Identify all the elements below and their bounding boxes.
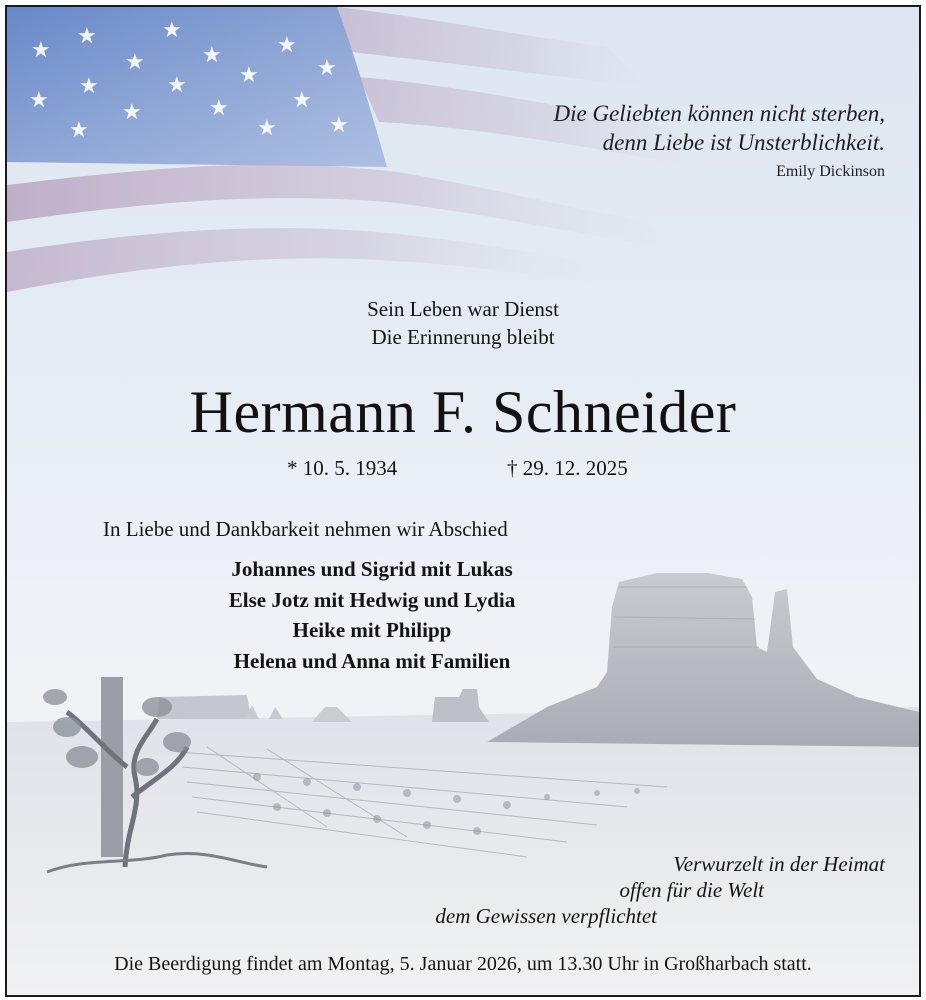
funeral-notice: Die Beerdigung findet am Montag, 5. Januar 2026, um 13.30 Uhr in Großharbach statt.	[114, 953, 812, 975]
star-icon: ★	[29, 87, 49, 112]
star-icon: ★	[329, 112, 349, 137]
mourner-line: Else Jotz mit Hedwig und Lydia	[228, 587, 516, 612]
star-icon: ★	[209, 95, 229, 120]
star-icon: ★	[167, 72, 187, 97]
star-icon: ★	[202, 42, 222, 67]
star-icon: ★	[31, 37, 51, 62]
epigraph-quote	[554, 99, 885, 183]
star-icon: ★	[69, 117, 89, 142]
verse-line-3: dem Gewissen verpflichtet	[435, 904, 657, 928]
motto	[7, 295, 919, 351]
deceased-name: Hermann F. Schneider	[189, 379, 737, 445]
verse-line-1: Verwurzelt in der Heimat	[673, 852, 885, 876]
mourners-list	[167, 554, 577, 676]
star-icon: ★	[257, 115, 277, 140]
motto-line-1: Sein Leben war Dienst	[367, 297, 559, 321]
motto-line-2: Die Erinnerung bleibt	[371, 325, 555, 349]
birth-date: * 10. 5. 1934	[287, 456, 398, 480]
verse-line-2: offen für die Welt	[619, 878, 764, 902]
star-icon: ★	[122, 99, 142, 124]
mourner-line: Johannes und Sigrid mit Lukas	[231, 557, 513, 581]
quote-author: Emily Dickinson	[776, 163, 885, 180]
star-icon: ★	[162, 17, 182, 42]
star-icon: ★	[277, 32, 297, 57]
quote-line-2: denn Liebe ist Unsterblichkeit.	[602, 130, 885, 155]
star-icon: ★	[125, 49, 145, 74]
star-icon: ★	[317, 55, 337, 80]
star-icon: ★	[292, 87, 312, 112]
farewell-text: In Liebe und Dankbarkeit nehmen wir Abschied	[103, 517, 508, 541]
obituary-card	[5, 5, 921, 997]
mourner-line: Helena und Anna mit Familien	[233, 648, 511, 673]
quote-line-1: Die Geliebten können nicht sterben,	[553, 101, 885, 126]
death-date: † 29. 12. 2025	[507, 456, 628, 480]
star-icon: ★	[239, 62, 259, 87]
mourner-line: Heike mit Philipp	[292, 618, 452, 642]
star-icon: ★	[77, 23, 97, 48]
star-icon: ★	[79, 73, 99, 98]
